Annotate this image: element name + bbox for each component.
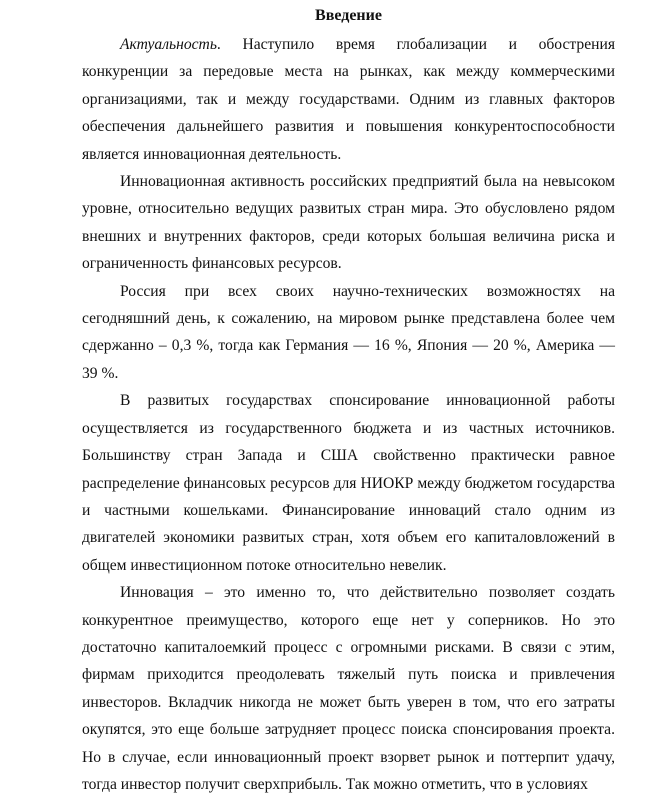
paragraph-text: Инновация – это именно то, что действительно позволяет создать конкурентное преимущество, которого еще нет у соперников. Но это достаточно капиталоемкий процесс с огромными рисками. В связи с этим, фирмам приходится преодолевать тяжелый путь поиска и привлечения инвесторов. Вкладчик никогда не может быть уверен в том, что его затраты окупятся, это еще больше затрудняет процесс поиска спонсирования проекта. Но в случае, если инновационный проект взорвет рынок и поттерпит удачу, тогда инвестор получит сверхприбыль. Так можно отметить, что в условиях xyxy=(82,584,615,793)
paragraph-innovation-risk xyxy=(82,579,615,798)
relevance-lead-word: Актуальность xyxy=(120,36,217,53)
paragraph-text: . Наступило время глобализации и обострения конкуренции за передовые места на рынках, как между коммерческими организациями, так и между государствами. Одним из главных факторов обеспечения дальнейшего развития и повышения конкурентоспособности является инновационная деятельность. xyxy=(82,36,615,163)
paragraph-text: Инновационная активность российских предприятий была на невысоком уровне, относительно ведущих развитых стран мира. Это обусловлено рядом внешних и внутренних факторов, среди которых большая величина риска и ограниченность финансовых ресурсов. xyxy=(82,173,615,273)
paragraph-russia-market-share xyxy=(82,278,615,388)
paragraph-relevance xyxy=(82,31,615,168)
paragraph-innovation-activity xyxy=(82,168,615,278)
page-title: Введение xyxy=(315,7,382,24)
paragraph-text: Россия при всех своих научно-технических возможностях на сегодняшний день, к сожалению, на мировом рынке представлена более чем сдержанно – 0,3 %, тогда как Германия — 16 %, Япония — 20 %, Америка — 39 %. xyxy=(82,282,615,382)
paragraph-text: В развитых государствах спонсирование инновационной работы осуществляется из государственного бюджета и из частных источников. Большинству стран Запада и США свойственно практически равное распределение финансовых ресурсов для НИОКР между бюджетом государства и частными кошельками. Финансирование инноваций стало одним из двигателей экономики развитых стран, хотя объем его капиталовложений в общем инвестиционном потоке относительно невелик. xyxy=(82,392,615,574)
paragraph-developed-countries-funding xyxy=(82,387,615,579)
